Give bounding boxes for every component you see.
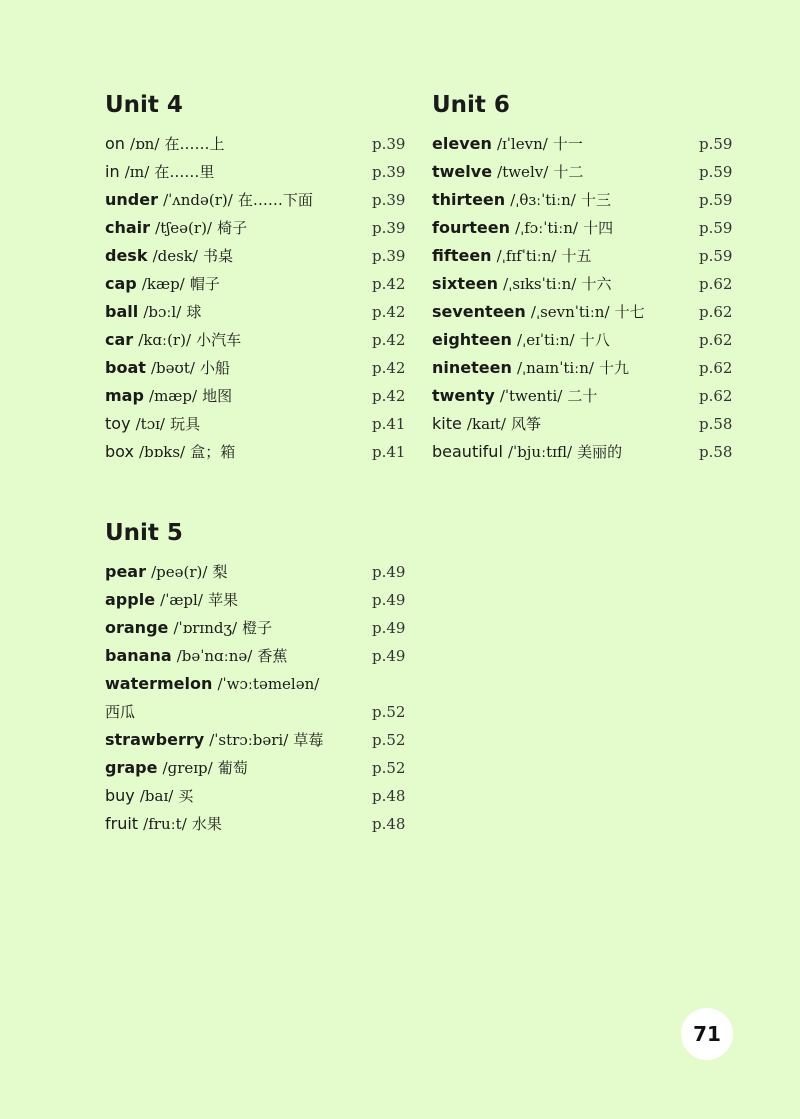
vocab-row xyxy=(105,382,405,410)
vocab-word: grape xyxy=(105,758,158,777)
vocab-meaning: 西瓜 xyxy=(105,703,136,721)
vocab-meaning: 十二 xyxy=(553,163,584,181)
vocab-page-ref: p.49 xyxy=(372,591,406,609)
vocab-word: fruit xyxy=(105,814,139,833)
vocab-word: eighteen xyxy=(432,330,512,349)
vocab-pronunciation: /ˈʌndə(r)/ xyxy=(163,191,233,209)
vocab-page-ref: p.62 xyxy=(699,303,733,321)
vocab-meaning: 风筝 xyxy=(510,415,541,433)
vocab-page-ref: p.58 xyxy=(699,415,733,433)
vocab-pronunciation: /desk/ xyxy=(152,247,198,265)
vocab-meaning: 美丽的 xyxy=(577,443,623,461)
vocab-page-ref: p.39 xyxy=(372,247,406,265)
vocab-row xyxy=(105,726,405,754)
vocab-page-ref: p.39 xyxy=(372,191,406,209)
vocab-page-ref: p.59 xyxy=(699,191,733,209)
vocab-row xyxy=(432,410,732,438)
vocab-row xyxy=(432,438,732,466)
vocab-meaning: 葡萄 xyxy=(217,759,248,777)
vocab-row xyxy=(105,270,405,298)
vocab-meaning: 十七 xyxy=(614,303,645,321)
vocab-meaning: 十五 xyxy=(561,247,592,265)
vocab-meaning: 帽子 xyxy=(189,275,220,293)
vocab-pronunciation: /ɪˈlevn/ xyxy=(496,135,548,153)
vocab-row xyxy=(432,214,732,242)
vocab-word: beautiful xyxy=(432,442,503,461)
vocab-word: box xyxy=(105,442,134,461)
vocab-pronunciation: /ˈtwenti/ xyxy=(499,387,563,405)
vocab-meaning: 球 xyxy=(186,303,202,321)
vocab-word: boat xyxy=(105,358,146,377)
vocab-word: map xyxy=(105,386,144,405)
vocab-page-ref: p.59 xyxy=(699,219,733,237)
vocab-page-ref: p.62 xyxy=(699,359,733,377)
vocab-row xyxy=(432,270,732,298)
vocab-page-ref: p.52 xyxy=(372,759,406,777)
vocab-row xyxy=(432,130,732,158)
vocab-meaning: 草莓 xyxy=(293,731,324,749)
vocab-word: seventeen xyxy=(432,302,526,321)
vocab-row xyxy=(105,754,405,782)
vocab-pronunciation: /ˌsevnˈtiːn/ xyxy=(530,303,610,321)
vocab-pronunciation: /ˌnaɪnˈtiːn/ xyxy=(516,359,594,377)
vocab-meaning: 盒；箱 xyxy=(190,443,236,461)
vocab-pronunciation: /baɪ/ xyxy=(139,787,174,805)
vocab-word: under xyxy=(105,190,158,209)
vocab-meaning: 十四 xyxy=(583,219,614,237)
vocab-page-ref: p.42 xyxy=(372,331,406,349)
vocab-row xyxy=(105,810,405,838)
vocab-row xyxy=(432,298,732,326)
vocab-word: twelve xyxy=(432,162,493,181)
vocab-meaning: 书桌 xyxy=(203,247,234,265)
vocab-word: strawberry xyxy=(105,730,205,749)
vocab-page-ref: p.49 xyxy=(372,647,406,665)
vocab-meaning: 十六 xyxy=(581,275,612,293)
vocab-pronunciation: /ˈstrɔːbəri/ xyxy=(209,731,289,749)
vocab-word: cap xyxy=(105,274,137,293)
vocab-pronunciation: /mæp/ xyxy=(149,387,198,405)
vocab-meaning: 在……里 xyxy=(154,163,215,181)
vocab-meaning: 小船 xyxy=(200,359,231,377)
vocab-word: on xyxy=(105,134,125,153)
vocab-word: eleven xyxy=(432,134,492,153)
vocab-meaning: 十九 xyxy=(599,359,630,377)
vocab-row xyxy=(105,242,405,270)
vocab-word: in xyxy=(105,162,120,181)
unit-5-section xyxy=(105,518,405,838)
vocab-pronunciation: /ˌfɔːˈtiːn/ xyxy=(515,219,578,237)
vocab-page-ref: p.42 xyxy=(372,359,406,377)
vocab-word: kite xyxy=(432,414,462,433)
vocab-meaning: 二十 xyxy=(567,387,598,405)
vocab-meaning: 小汽车 xyxy=(196,331,242,349)
vocab-row xyxy=(432,158,732,186)
vocab-page-ref: p.52 xyxy=(372,703,406,721)
vocab-word: fifteen xyxy=(432,246,492,265)
vocab-word: sixteen xyxy=(432,274,499,293)
vocab-word: orange xyxy=(105,618,169,637)
vocab-pronunciation: /bəˈnɑːnə/ xyxy=(176,647,253,665)
vocab-page-ref: p.59 xyxy=(699,247,733,265)
vocab-page-ref: p.48 xyxy=(372,787,406,805)
vocab-pronunciation: /ˈwɔːtəmelən/ xyxy=(217,675,320,693)
vocab-pronunciation: /bɔːl/ xyxy=(143,303,182,321)
vocab-word: banana xyxy=(105,646,172,665)
vocab-row xyxy=(432,242,732,270)
vocab-page-ref: p.52 xyxy=(372,731,406,749)
vocab-pronunciation: /ɒn/ xyxy=(130,135,160,153)
vocab-page-ref: p.59 xyxy=(699,135,733,153)
vocab-pronunciation: /ˌfɪfˈtiːn/ xyxy=(496,247,557,265)
vocab-pronunciation: /tɔɪ/ xyxy=(135,415,165,433)
vocab-pronunciation: /ˈɒrɪndʒ/ xyxy=(173,619,237,637)
vocab-row xyxy=(105,158,405,186)
vocab-meaning: 在……上 xyxy=(164,135,225,153)
vocab-pronunciation: /kɑː(r)/ xyxy=(138,331,191,349)
vocab-row xyxy=(105,698,405,726)
vocab-page-ref: p.48 xyxy=(372,815,406,833)
vocab-word: nineteen xyxy=(432,358,512,377)
vocab-row xyxy=(105,586,405,614)
vocab-pronunciation: /ˌeɪˈtiːn/ xyxy=(517,331,575,349)
vocab-page-ref: p.62 xyxy=(699,331,733,349)
vocab-pronunciation: /peə(r)/ xyxy=(151,563,208,581)
vocab-meaning: 水果 xyxy=(191,815,222,833)
vocab-pronunciation: /kaɪt/ xyxy=(466,415,506,433)
vocab-row xyxy=(105,438,405,466)
vocab-word: twenty xyxy=(432,386,495,405)
unit-6-section xyxy=(432,90,732,466)
vocab-row xyxy=(105,782,405,810)
vocab-pronunciation: /ɪn/ xyxy=(124,163,150,181)
vocab-row xyxy=(105,354,405,382)
vocab-row xyxy=(105,130,405,158)
vocab-page-ref: p.42 xyxy=(372,275,406,293)
vocab-row xyxy=(105,186,405,214)
vocab-meaning: 椅子 xyxy=(217,219,248,237)
vocab-meaning: 梨 xyxy=(212,563,228,581)
vocab-page-ref: p.39 xyxy=(372,219,406,237)
vocab-row xyxy=(432,354,732,382)
vocab-meaning: 香蕉 xyxy=(257,647,288,665)
unit-title: Unit 6 xyxy=(432,92,510,118)
vocab-word: watermelon xyxy=(105,674,213,693)
vocab-row xyxy=(432,186,732,214)
vocab-page-ref: p.59 xyxy=(699,163,733,181)
vocab-row xyxy=(432,382,732,410)
vocab-pronunciation: /ˌsɪksˈtiːn/ xyxy=(503,275,577,293)
vocab-pronunciation: /ˌθɜːˈtiːn/ xyxy=(510,191,576,209)
vocab-pronunciation: /ˈæpl/ xyxy=(160,591,203,609)
vocab-word: pear xyxy=(105,562,146,581)
vocab-row xyxy=(105,410,405,438)
vocab-pronunciation: /twelv/ xyxy=(497,163,549,181)
vocab-page-ref: p.58 xyxy=(699,443,733,461)
vocab-page-ref: p.42 xyxy=(372,303,406,321)
vocab-pronunciation: /bɒks/ xyxy=(139,443,186,461)
vocab-row xyxy=(105,670,405,698)
vocab-page-ref: p.41 xyxy=(372,415,406,433)
vocab-word: thirteen xyxy=(432,190,506,209)
vocab-word: desk xyxy=(105,246,148,265)
vocab-row xyxy=(105,214,405,242)
vocab-meaning: 十一 xyxy=(552,135,583,153)
vocab-word: toy xyxy=(105,414,131,433)
vocab-page-ref: p.62 xyxy=(699,275,733,293)
vocab-row xyxy=(105,298,405,326)
vocab-page-ref: p.39 xyxy=(372,135,406,153)
vocab-pronunciation: /kæp/ xyxy=(141,275,185,293)
vocab-meaning: 在……下面 xyxy=(237,191,313,209)
vocab-meaning: 买 xyxy=(178,787,194,805)
vocab-page-ref: p.49 xyxy=(372,619,406,637)
vocab-row xyxy=(432,326,732,354)
vocab-word: fourteen xyxy=(432,218,510,237)
unit-title: Unit 5 xyxy=(105,520,183,546)
unit-title: Unit 4 xyxy=(105,92,183,118)
vocab-pronunciation: /bəʊt/ xyxy=(150,359,195,377)
vocab-meaning: 十八 xyxy=(579,331,610,349)
vocab-meaning: 十三 xyxy=(580,191,611,209)
vocab-row xyxy=(105,642,405,670)
vocab-pronunciation: /tʃeə(r)/ xyxy=(155,219,212,237)
vocab-page-ref: p.42 xyxy=(372,387,406,405)
vocab-row xyxy=(105,614,405,642)
vocab-page-ref: p.41 xyxy=(372,443,406,461)
vocab-row xyxy=(105,558,405,586)
unit-4-section xyxy=(105,90,405,466)
vocab-page-ref: p.62 xyxy=(699,387,733,405)
vocab-page-ref: p.49 xyxy=(372,563,406,581)
vocab-word: chair xyxy=(105,218,151,237)
vocab-meaning: 苹果 xyxy=(207,591,238,609)
vocab-page-ref: p.39 xyxy=(372,163,406,181)
page-number-badge: 71 xyxy=(681,1008,733,1060)
vocab-word: ball xyxy=(105,302,139,321)
vocab-meaning: 橙子 xyxy=(242,619,273,637)
vocab-meaning: 玩具 xyxy=(170,415,201,433)
vocab-pronunciation: /fruːt/ xyxy=(143,815,187,833)
vocab-pronunciation: /ɡreɪp/ xyxy=(162,759,213,777)
vocab-row xyxy=(105,326,405,354)
vocab-pronunciation: /ˈbjuːtɪfl/ xyxy=(507,443,573,461)
vocab-meaning: 地图 xyxy=(202,387,233,405)
vocab-word: buy xyxy=(105,786,135,805)
vocab-word: car xyxy=(105,330,134,349)
vocab-word: apple xyxy=(105,590,156,609)
